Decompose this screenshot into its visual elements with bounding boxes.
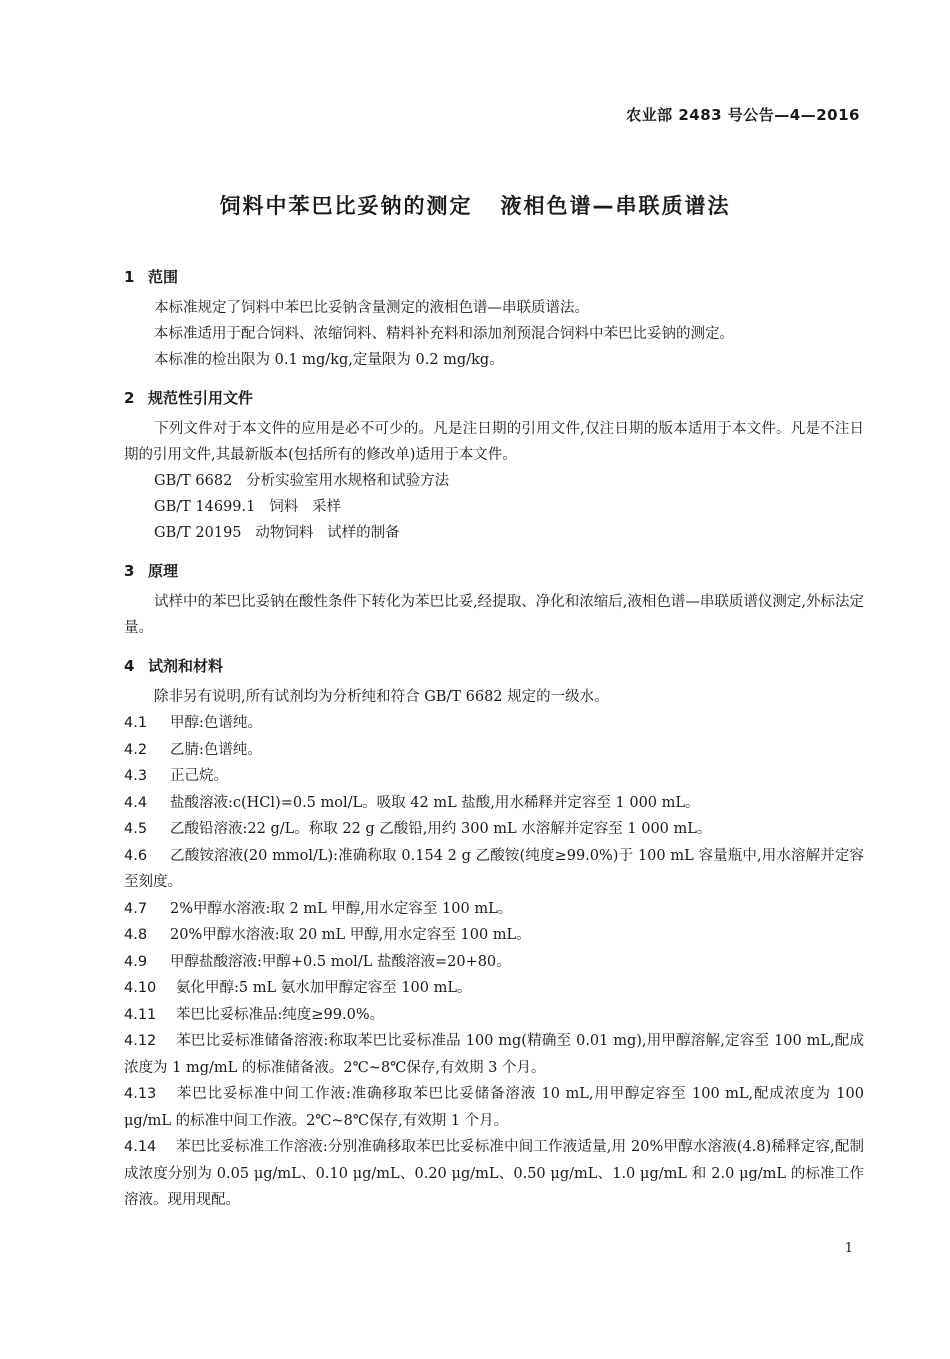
item-number: 4.11: [124, 1006, 157, 1023]
section-number: 1: [124, 268, 135, 286]
item-text: 2%甲醇水溶液:取 2 mL 甲醇,用水定容至 100 mL。: [170, 900, 513, 917]
section-title: 规范性引用文件: [148, 389, 254, 407]
item-text: 苯巴比妥标准品:纯度≥99.0%。: [176, 1006, 385, 1023]
paragraph: 下列文件对于本文件的应用是必不可少的。凡是注日期的引用文件,仅注日期的版本适用于本文件。凡是不注日期的引用文件,其最新版本(包括所有的修改单)适用于本文件。: [124, 421, 864, 463]
section-number: 4: [124, 657, 135, 675]
item-number: 4.4: [124, 794, 148, 811]
item-number: 4.12: [124, 1033, 157, 1049]
item-number: 4.7: [124, 900, 148, 917]
reference-item: GB/T 20195 动物饲料 试样的制备: [154, 525, 400, 541]
section-number: 2: [124, 389, 135, 407]
list-item: [124, 737, 864, 764]
list-item: [124, 975, 864, 1002]
section-title: 试剂和材料: [148, 657, 224, 675]
item-text: 氨化甲醇:5 mL 氨水加甲醇定容至 100 mL。: [176, 980, 472, 996]
item-text: 甲醇盐酸溶液:甲醇+0.5 mol/L 盐酸溶液=20+80。: [170, 953, 511, 970]
title-part-1: 饲料中苯巴比妥钠的测定: [219, 194, 473, 218]
list-item: [124, 816, 864, 843]
reference-item: GB/T 14699.1 饲料 采样: [154, 499, 342, 515]
page-number: 1: [844, 1241, 853, 1256]
section-heading-scope: [124, 265, 864, 289]
list-item: [124, 1081, 864, 1134]
item-number: 4.14: [124, 1139, 157, 1155]
document-title: [0, 190, 950, 220]
item-number: 4.10: [124, 980, 157, 996]
section-heading-reagents: [124, 654, 864, 678]
item-text: 正己烷。: [170, 768, 228, 784]
list-item: [124, 922, 864, 949]
paragraph: 本标准适用于配合饲料、浓缩饲料、精料补充料和添加剂预混合饲料中苯巴比妥钠的测定。: [154, 326, 734, 342]
title-part-2: 液相色谱—串联质谱法: [500, 194, 731, 218]
item-text: 甲醇:色谱纯。: [170, 715, 262, 731]
list-item: [124, 843, 864, 896]
item-number: 4.13: [124, 1086, 157, 1102]
list-item: [124, 763, 864, 790]
section-heading-normative-references: [124, 386, 864, 410]
paragraph: 本标准的检出限为 0.1 mg/kg,定量限为 0.2 mg/kg。: [154, 352, 504, 368]
section-number: 3: [124, 562, 135, 580]
item-text: 20%甲醇水溶液:取 20 mL 甲醇,用水定容至 100 mL。: [170, 927, 531, 943]
list-item: [124, 1002, 864, 1029]
item-number: 4.6: [124, 847, 148, 864]
section-title: 范围: [148, 268, 179, 286]
list-item: [124, 949, 864, 976]
list-item: [124, 790, 864, 817]
item-text: 乙酸铵溶液(20 mmol/L):准确称取 0.154 2 g 乙酸铵(纯度≥99.0%)于 100 mL 容量瓶中,用水溶解并定容至刻度。: [124, 847, 864, 890]
section-heading-principle: [124, 559, 864, 583]
item-number: 4.3: [124, 768, 148, 784]
item-text: 苯巴比妥标准储备溶液:称取苯巴比妥标准品 100 mg(精确至 0.01 mg),用甲醇溶解,定容至 100 mL,配成浓度为 1 mg/mL 的标准储备液。2℃~8℃保存,有效期 3 个月。: [124, 1033, 864, 1076]
item-text: 苯巴比妥标准中间工作液:准确移取苯巴比妥储备溶液 10 mL,用甲醇定容至 100 mL,配成浓度为 100 μg/mL 的标准中间工作液。2℃~8℃保存,有效期 1 个月。: [124, 1086, 864, 1129]
standard-code: 农业部 2483 号公告—4—2016: [626, 106, 860, 124]
section-title: 原理: [148, 562, 179, 580]
paragraph: 本标准规定了饲料中苯巴比妥钠含量测定的液相色谱—串联质谱法。: [154, 300, 589, 316]
document-body: [124, 265, 864, 1214]
paragraph: 试样中的苯巴比妥钠在酸性条件下转化为苯巴比妥,经提取、净化和浓缩后,液相色谱—串联质谱仪测定,外标法定量。: [124, 594, 864, 636]
item-text: 乙腈:色谱纯。: [170, 741, 262, 758]
item-text: 苯巴比妥标准工作溶液:分别准确移取苯巴比妥标准中间工作液适量,用 20%甲醇水溶液(4.8)稀释定容,配制成浓度分别为 0.05 μg/mL、0.10 μg/mL、0.20 μg/mL、0.50 μg/mL、1.0 μg/mL 和 2.0 μg/mL 的标准工作溶液。现用现配。: [124, 1139, 864, 1208]
item-text: 盐酸溶液:c(HCl)=0.5 mol/L。吸取 42 mL 盐酸,用水稀释并定容至 1 000 mL。: [170, 794, 700, 811]
item-number: 4.8: [124, 927, 148, 943]
list-item: [124, 710, 864, 737]
list-item: [124, 896, 864, 923]
paragraph: 除非另有说明,所有试剂均为分析纯和符合 GB/T 6682 规定的一级水。: [154, 689, 609, 705]
list-item: [124, 1134, 864, 1214]
item-number: 4.1: [124, 715, 148, 731]
item-number: 4.9: [124, 953, 148, 970]
reference-item: GB/T 6682 分析实验室用水规格和试验方法: [154, 473, 450, 489]
item-number: 4.2: [124, 741, 148, 758]
item-number: 4.5: [124, 821, 148, 837]
item-text: 乙酸铅溶液:22 g/L。称取 22 g 乙酸铅,用约 300 mL 水溶解并定容至 1 000 mL。: [170, 821, 712, 837]
list-item: [124, 1028, 864, 1081]
